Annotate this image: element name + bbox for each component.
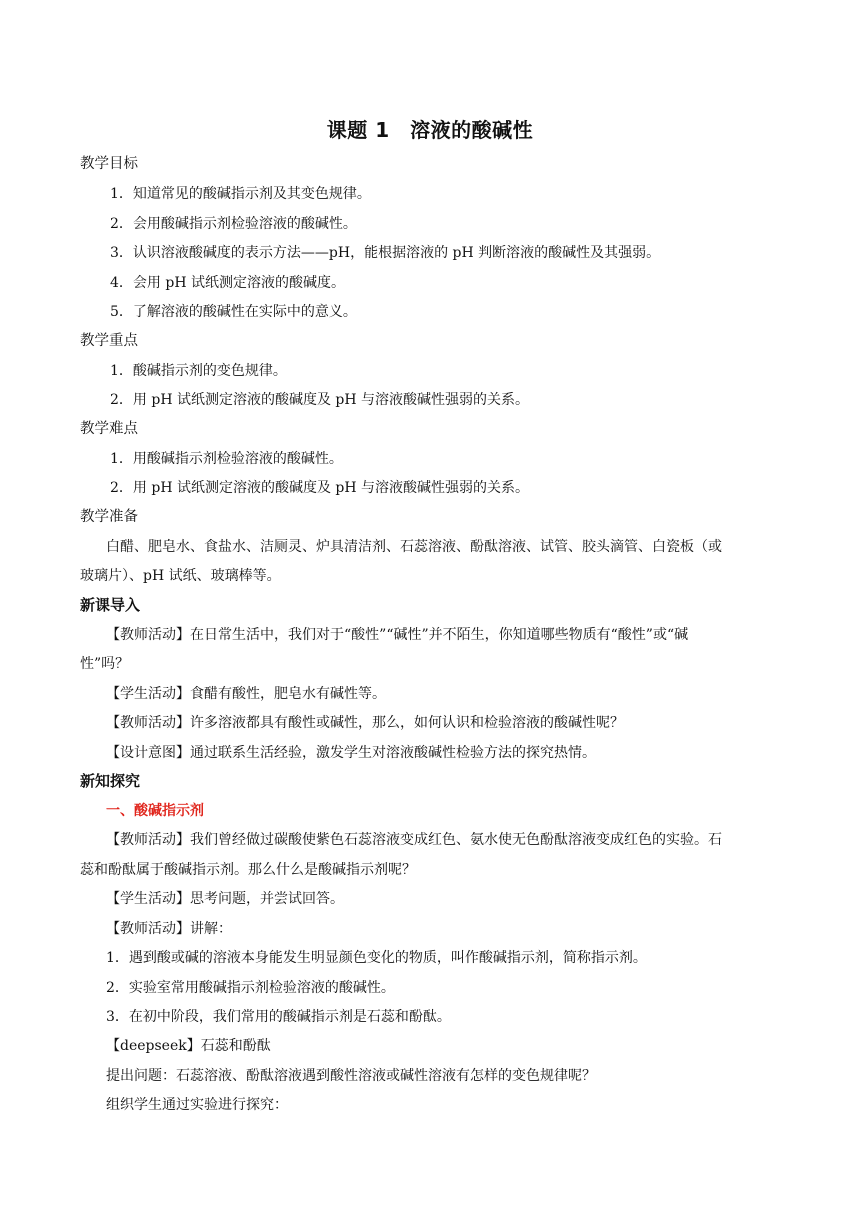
explore-heading: 新知探究: [80, 772, 141, 790]
intro-paragraph: 【设计意图】通过联系生活经验，激发学生对溶液酸碱性检验方法的探究热情。: [106, 745, 596, 761]
objective-item: 5．了解溶液的酸碱性在实际中的意义。: [110, 304, 357, 320]
explore-paragraph: 提出问题：石蕊溶液、酚酞溶液遇到酸性溶液或碱性溶液有怎样的变色规律呢？: [106, 1068, 596, 1084]
objective-item: 2．会用酸碱指示剂检验溶液的酸碱性。: [110, 216, 357, 232]
intro-paragraph: 【教师活动】在日常生活中，我们对于“酸性”“碱性”并不陌生，你知道哪些物质有“酸性”或“碱: [106, 627, 689, 643]
difficulties-heading: 教学难点: [80, 421, 138, 437]
explore-paragraph: 【教师活动】讲解：: [106, 921, 232, 937]
objective-item: 3．认识溶液酸碱度的表示方法——pH，能根据溶液的 pH 判断溶液的酸碱性及其强弱。: [110, 245, 661, 261]
intro-paragraph: 【学生活动】食醋有酸性，肥皂水有碱性等。: [106, 686, 386, 702]
page-title: 课题 1 溶液的酸碱性: [326, 118, 534, 142]
explore-item: 2．实验室常用酸碱指示剂检验溶液的酸碱性。: [106, 980, 395, 996]
intro-paragraph: 【教师活动】许多溶液都具有酸性或碱性，那么，如何认识和检验溶液的酸碱性呢？: [106, 715, 624, 731]
explore-item: 1．遇到酸或碱的溶液本身能发生明显颜色变化的物质，叫作酸碱指示剂，简称指示剂。: [106, 950, 647, 966]
explore-paragraph: 【学生活动】思考问题，并尝试回答。: [106, 891, 344, 907]
preparation-text-cont: 玻璃片）、pH 试纸、玻璃棒等。: [80, 568, 281, 584]
key-points-heading: 教学重点: [80, 333, 138, 349]
explore-paragraph: 组织学生通过实验进行探究：: [106, 1097, 288, 1113]
explore-paragraph: 【deepseek】石蕊和酚酞: [106, 1038, 271, 1054]
explore-paragraph-cont: 蕊和酚酞属于酸碱指示剂。那么什么是酸碱指示剂呢？: [80, 862, 416, 878]
objective-item: 4．会用 pH 试纸测定溶液的酸碱度。: [110, 275, 345, 291]
section-heading: 一、酸碱指示剂: [106, 803, 204, 819]
key-point-item: 2．用 pH 试纸测定溶液的酸碱度及 pH 与溶液酸碱性强弱的关系。: [110, 392, 530, 408]
difficulty-item: 2．用 pH 试纸测定溶液的酸碱度及 pH 与溶液酸碱性强弱的关系。: [110, 480, 530, 496]
explore-item: 3．在初中阶段，我们常用的酸碱指示剂是石蕊和酚酞。: [106, 1009, 451, 1025]
objective-item: 1．知道常见的酸碱指示剂及其变色规律。: [110, 186, 371, 202]
intro-paragraph-cont: 性”吗？: [80, 656, 130, 672]
difficulty-item: 1．用酸碱指示剂检验溶液的酸碱性。: [110, 451, 343, 467]
explore-paragraph: 【教师活动】我们曾经做过碳酸使紫色石蕊溶液变成红色、氨水使无色酚酞溶液变成红色的实验。石: [106, 832, 722, 848]
preparation-text: 白醋、肥皂水、食盐水、洁厕灵、炉具清洁剂、石蕊溶液、酚酞溶液、试管、胶头滴管、白瓷板（或: [106, 539, 722, 555]
preparation-heading: 教学准备: [80, 509, 138, 525]
key-point-item: 1．酸碱指示剂的变色规律。: [110, 363, 287, 379]
intro-heading: 新课导入: [80, 596, 141, 614]
objectives-heading: 教学目标: [80, 156, 138, 172]
